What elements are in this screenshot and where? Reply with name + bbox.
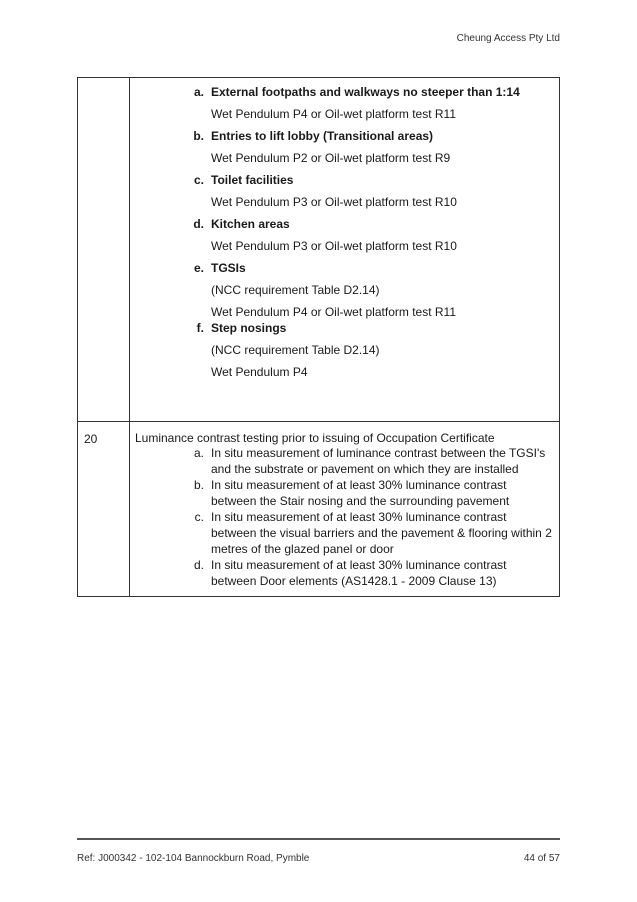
row-number: 20 [78,422,130,597]
item-heading: Kitchen areas [211,217,290,231]
item-heading: Entries to lift lobby (Transitional areas) [211,129,434,143]
item-detail: (NCC requirement Table D2.14) [211,283,380,297]
item-detail: (NCC requirement Table D2.14) [211,343,380,357]
item-letter: b. [193,478,204,492]
item-detail: Wet Pendulum P2 or Oil-wet platform test R9 [211,151,451,165]
item-detail: Wet Pendulum P4 [211,365,308,379]
list-item [130,84,559,100]
item-letter: c. [193,173,204,187]
list-item [130,445,559,477]
item-detail: Wet Pendulum P3 or Oil-wet platform test R10 [211,195,457,209]
row-number [78,78,130,422]
item-text: In situ measurement of luminance contrast between the TGSI's and the substrate or pavement on which they are installed [211,446,546,476]
item-detail: Wet Pendulum P4 or Oil-wet platform test R11 [211,107,456,121]
item-letter: f. [196,321,204,335]
item-text: In situ measurement of at least 30% luminance contrast between Door elements (AS1428.1 - 2009 Clause 13) [211,558,507,588]
table-row [78,78,560,422]
item-detail: Wet Pendulum P3 or Oil-wet platform test R10 [211,239,457,253]
item-detail: Wet Pendulum P4 or Oil-wet platform test R11 [211,305,456,319]
item-letter: b. [193,129,204,143]
item-heading: Toilet facilities [211,173,294,187]
row-list [130,445,559,596]
list-item [130,260,559,276]
item-letter: a. [193,85,204,99]
header-company-name: Cheung Access Pty Ltd [456,33,560,44]
list-item [130,557,559,589]
item-letter: c. [194,510,204,524]
list-item [130,477,559,509]
item-letter: e. [193,261,204,275]
page-number: 44 of 57 [523,853,560,864]
item-heading: Step nosings [211,321,287,335]
item-letter: d. [193,558,204,572]
row-content [130,78,560,422]
table-row [78,422,560,597]
footer-divider [77,838,560,840]
list-item [130,128,559,144]
list-item [130,172,559,188]
specification-table [77,77,560,597]
item-heading: External footpaths and walkways no steeper than 1:14 [211,85,520,99]
list-item [130,509,559,557]
row-intro: Luminance contrast testing prior to issuing of Occupation Certificate [135,431,495,445]
row-content [130,422,560,597]
item-text: In situ measurement of at least 30% luminance contrast between the visual barriers and the pavement & flooring within 2 metres of the glazed panel or door [211,510,552,556]
list-item [130,216,559,232]
item-heading: TGSIs [211,261,246,275]
item-letter: d. [193,217,204,231]
footer-reference: Ref: J000342 - 102-104 Bannockburn Road, Pymble [77,853,310,864]
list-item [130,320,559,336]
item-text: In situ measurement of at least 30% luminance contrast between the Stair nosing and the surrounding pavement [211,478,510,508]
item-letter: a. [193,446,204,460]
